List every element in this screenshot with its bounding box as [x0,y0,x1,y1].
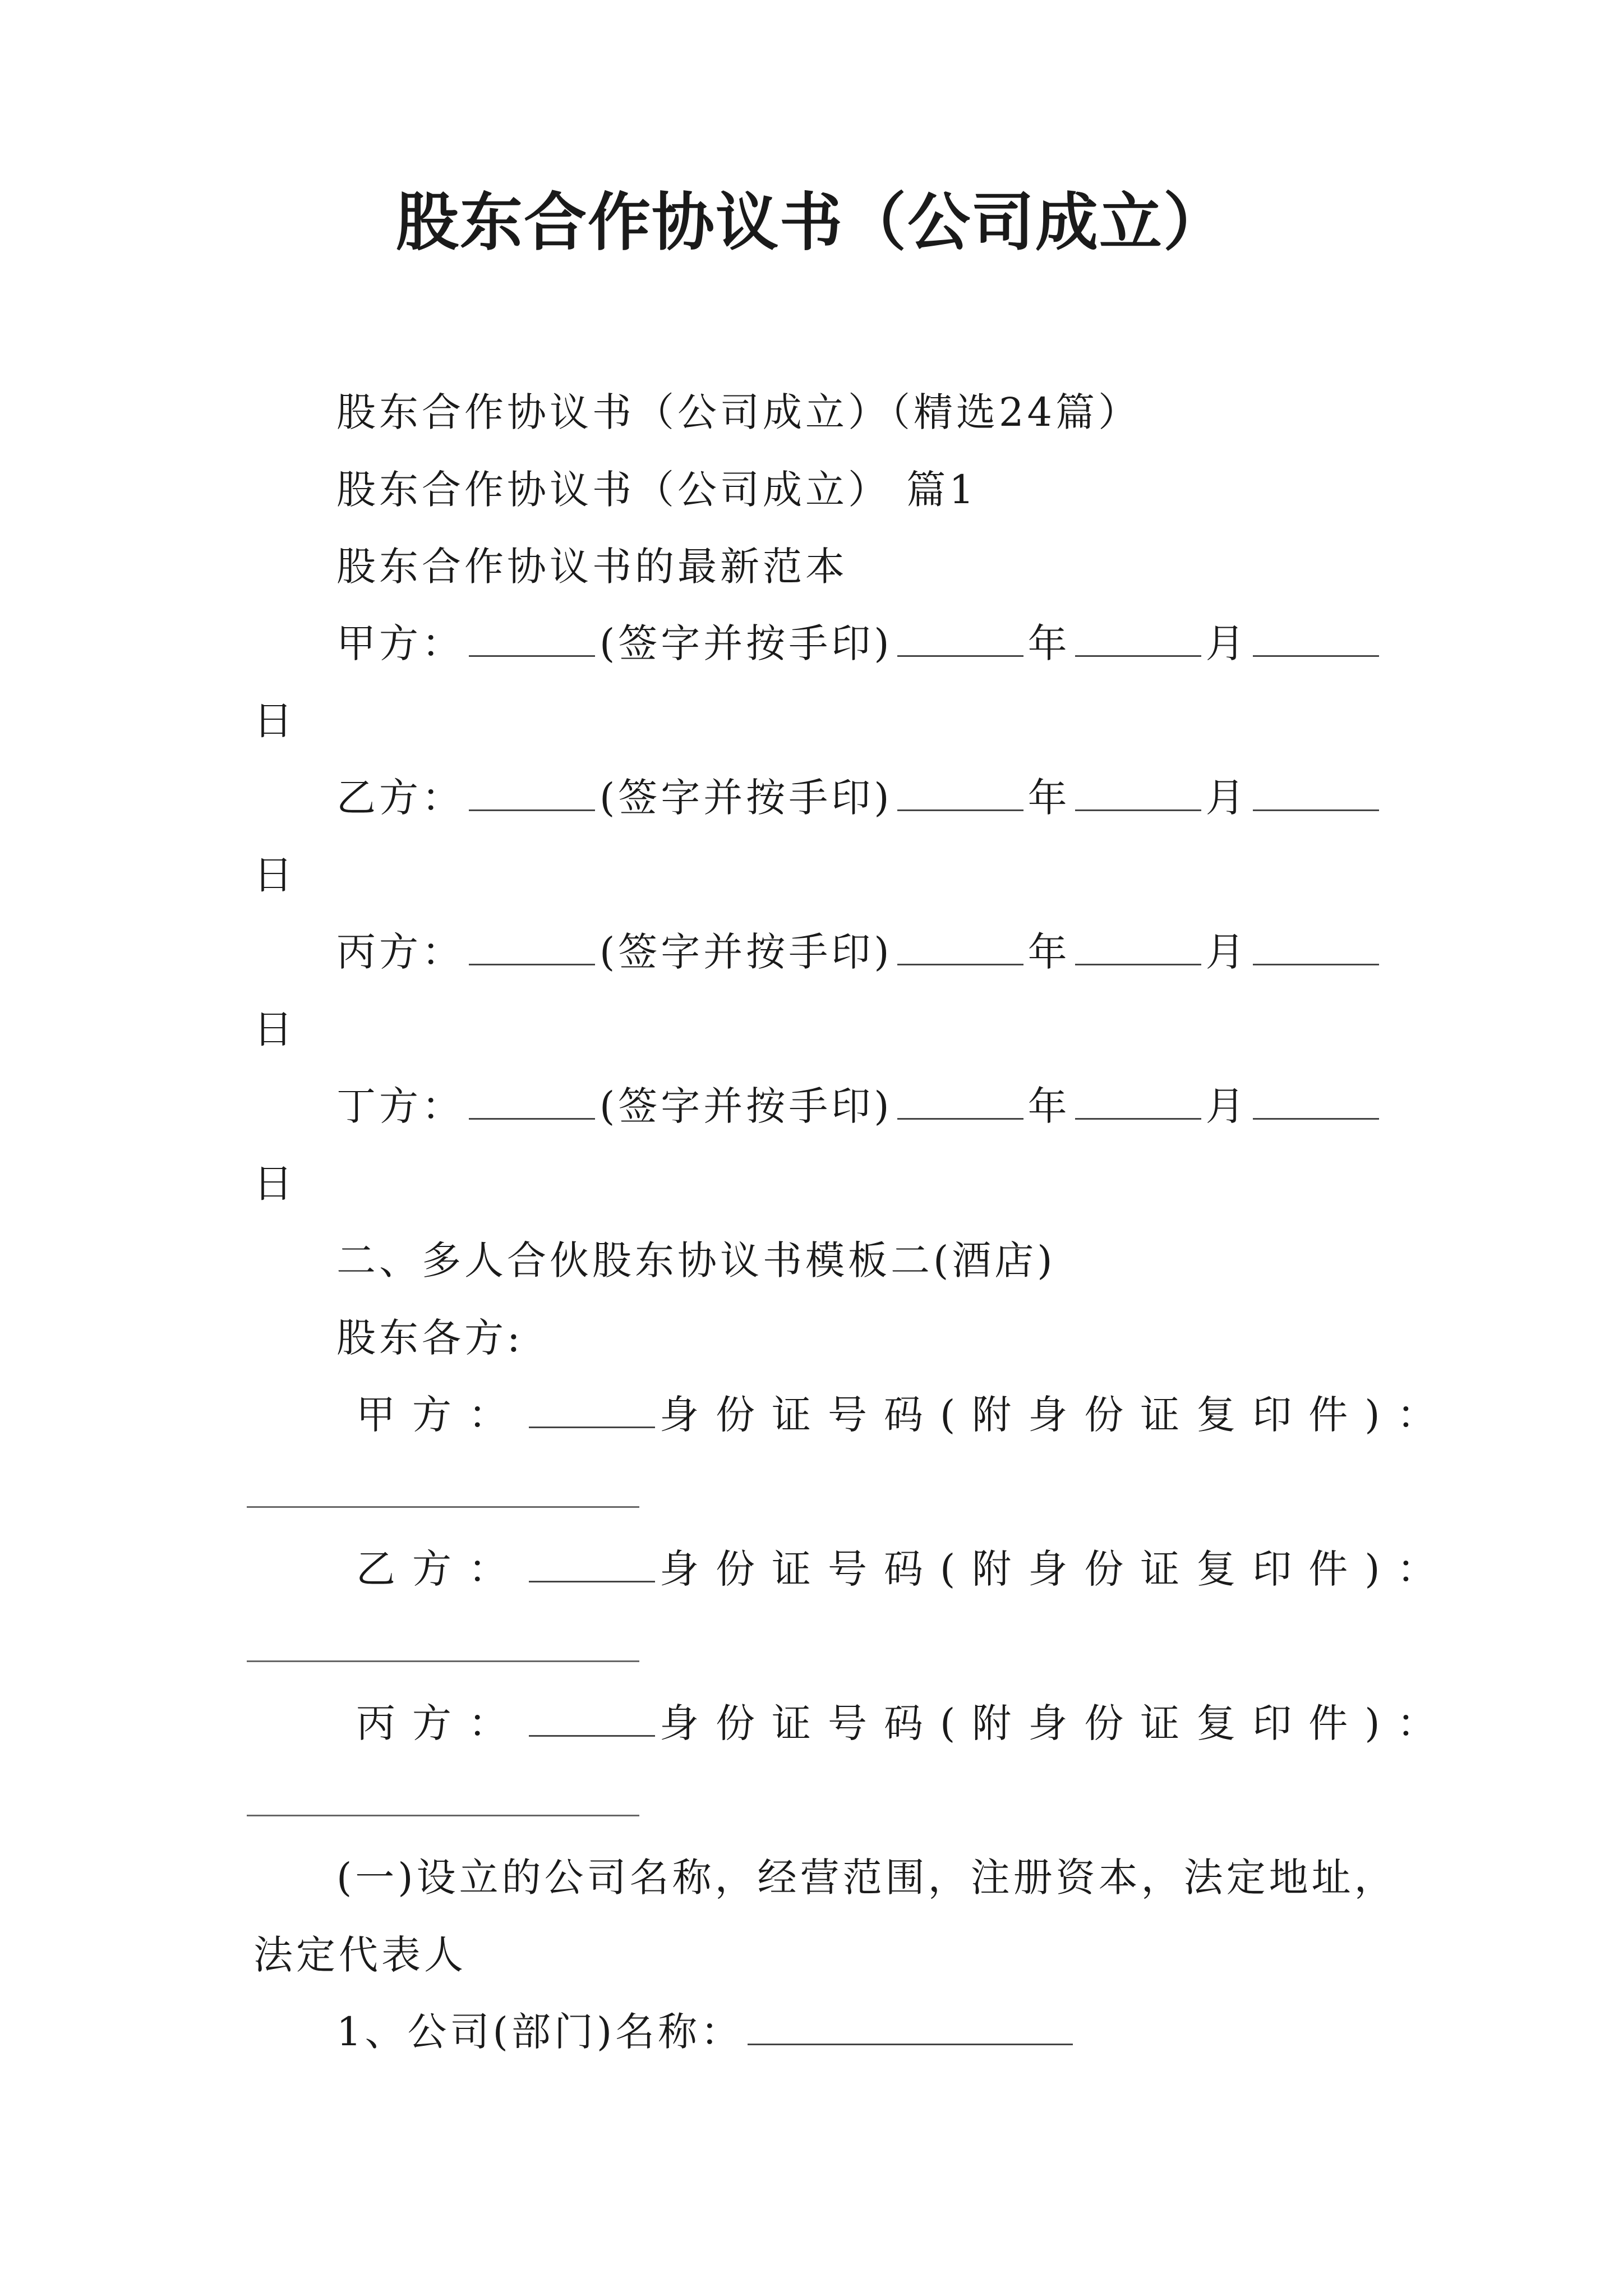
sign-note: (签字并按手印) [600,1083,893,1129]
year-blank [897,1118,1023,1120]
year-label: 年 [1027,1083,1071,1129]
party-label: 丁方： [336,1083,464,1129]
day-blank [1253,809,1379,811]
item-1 [336,2009,1077,2055]
id-row-bing [356,1700,1453,1746]
id-number-blank [247,1660,639,1662]
signature-row-bing [336,929,1384,975]
day-label: 日 [253,1006,296,1052]
shareholders-label: 股东各方: [336,1315,524,1361]
month-label: 月 [1205,1083,1248,1129]
party-label: 丙方： [356,1700,524,1746]
id-label: 身份证号码(附身份证复印件)： [660,1392,1453,1438]
document-title: 股东合作协议书（公司成立） [396,186,1227,259]
section-heading: 二、多人合伙股东协议书模板二(酒店) [336,1237,1056,1283]
day-label: 日 [253,698,296,744]
name-blank [529,1581,655,1582]
year-blank [897,964,1023,965]
clause-1-line-1: (一)设立的公司名称，经营范围，注册资本，法定地址， [336,1855,1397,1901]
year-blank [897,809,1023,811]
day-blank [1253,1118,1379,1120]
party-label: 丙方： [336,929,464,975]
month-blank [1075,809,1201,811]
intro-line-1: 股东合作协议书（公司成立）（精选24篇） [336,389,1141,435]
year-label: 年 [1027,775,1071,821]
id-number-blank [247,1815,639,1816]
name-blank [469,809,595,811]
month-label: 月 [1205,929,1248,975]
month-blank [1075,655,1201,657]
name-blank [529,1427,655,1428]
sign-note: (签字并按手印) [600,620,893,666]
id-label: 身份证号码(附身份证复印件)： [660,1700,1453,1746]
id-label: 身份证号码(附身份证复印件)： [660,1546,1453,1592]
month-blank [1075,964,1201,965]
year-label: 年 [1027,620,1071,666]
name-blank [529,1735,655,1737]
month-label: 月 [1205,620,1248,666]
month-blank [1075,1118,1201,1120]
month-label: 月 [1205,775,1248,821]
party-label: 甲方： [356,1392,524,1438]
signature-row-yi [336,775,1384,821]
party-label: 甲方： [336,620,464,666]
sign-note: (签字并按手印) [600,775,893,821]
day-label: 日 [253,1161,296,1207]
company-name-blank [748,2044,1073,2045]
id-row-yi [356,1546,1453,1592]
intro-line-3: 股东合作协议书的最新范本 [336,544,848,590]
intro-line-2: 股东合作协议书（公司成立） 篇1 [336,467,978,513]
name-blank [469,964,595,965]
clause-1-line-2: 法定代表人 [253,1932,467,1978]
party-label: 乙方： [356,1546,524,1592]
name-blank [469,655,595,657]
day-label: 日 [253,852,296,898]
item-1-label: 1、公司(部门)名称： [336,2009,744,2055]
day-blank [1253,655,1379,657]
year-blank [897,655,1023,657]
id-row-jia [356,1392,1453,1438]
sign-note: (签字并按手印) [600,929,893,975]
id-number-blank [247,1506,639,1508]
day-blank [1253,964,1379,965]
name-blank [469,1118,595,1120]
signature-row-ding [336,1083,1384,1129]
year-label: 年 [1027,929,1071,975]
signature-row-jia [336,620,1384,666]
party-label: 乙方： [336,775,464,821]
